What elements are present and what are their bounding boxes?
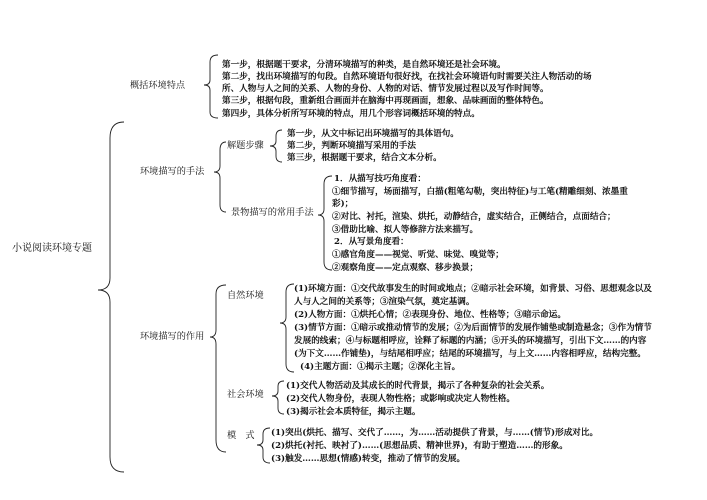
solving-label: 解题步骤 [227, 140, 264, 151]
social-line-1: (1)交代人物活动及其成长的时代背景，揭示了各种复杂的社会关系。 [286, 381, 550, 391]
root-brace [98, 122, 124, 472]
common-line-5: ③借助比喻、拟人等修辞方法来描写。 [332, 225, 479, 235]
features-label: 概括环境特点 [130, 80, 186, 91]
natural-line-7: (4)主题方面：①揭示主题；②深化主旨。 [300, 362, 461, 372]
natural-line-5: 发展的线索；④与标题相呼应，诠释了标题的内涵；⑤开头的环境描写，引出下文……的内容 [294, 336, 647, 346]
features-step-1: 第一步，根据题干要求，分清环境描写的种类，是自然环境还是社会环境。 [222, 60, 506, 70]
common-line-4: ②对比、衬托，渲染、烘托，动静结合，虚实结合，正侧结合，点面结合； [332, 212, 616, 222]
common-line-8: ②观察角度——定点观察、移步换景； [332, 263, 479, 273]
natural-line-1: (1)环境方面：①交代故事发生的时间或地点；②暗示社会环境，如背景、习俗、思想观念以及 [294, 284, 652, 294]
solving-brace [270, 130, 282, 162]
natural-brace [280, 284, 294, 372]
social-label: 社会环境 [227, 389, 264, 400]
common-line-1: 1．从描写技巧角度看： [334, 174, 426, 184]
social-brace [272, 381, 284, 414]
common-line-7: ①感官角度——视觉、听觉、味觉、嗅觉等； [332, 250, 504, 260]
template-line-2: (2)烘托(衬托、映衬了)……(思想品质、精神世界)，有助于塑造……的形象。 [271, 441, 568, 451]
methods-label: 环境描写的手法 [140, 166, 205, 177]
features-step-2-cont: 所、人物与人之间的关系、人物的身份、人物的对话、情节发展过程以及写作时间等。 [222, 84, 549, 94]
common-label: 景物描写的常用手法 [231, 207, 314, 218]
solving-step-3: 第三步，根据题干要求，结合文本分析。 [287, 153, 442, 163]
features-brace [204, 55, 218, 118]
social-line-3: (3)揭示社会本质特征，揭示主题。 [286, 407, 421, 417]
natural-line-4: (3)情节方面：①暗示或推动情节的发展；②为后面情节的发展作铺垫或制造悬念；③作为情节 [294, 323, 652, 333]
common-line-3: 彩)； [332, 199, 354, 209]
template-line-3: (3)触发……思想(情感)转变，推动了情节的发展。 [271, 454, 466, 464]
common-line-2: ①细节描写，场面描写，白描(粗笔勾勒，突出特征)与工笔(精雕细刻、浓墨重 [332, 187, 628, 197]
natural-line-3: (2)人物方面：①烘托心情；②表现身份、地位、性格等；③暗示命运。 [294, 310, 566, 320]
template-label: 模 式 [227, 430, 255, 441]
root-title: 小说阅读环境专题 [12, 243, 92, 254]
features-step-2: 第二步，找出环境描写的句段。自然环境语句很好找，在找社会环境语句时需要关注人物活动的场 [222, 72, 592, 82]
natural-line-6: (为下文……作铺垫)，与结尾相呼应；结尾的环境描写，与上文……内容相呼应，结构完整。 [294, 349, 646, 359]
social-line-2: (2)交代人物身份，表现人物性格；或影响或决定人物性格。 [286, 394, 515, 404]
common-brace [318, 176, 332, 270]
features-step-4: 第四步，具体分析所写环境的特点，用几个形容词概括环境的特点。 [222, 109, 480, 119]
natural-line-2: 人与人之间的关系等；③渲染气氛，奠定基调。 [294, 297, 475, 307]
methods-brace [214, 142, 226, 212]
solving-step-2: 第二步，判断环境描写采用的手法 [287, 141, 416, 151]
effects-brace [210, 285, 226, 452]
effects-label: 环境描写的作用 [140, 331, 205, 342]
template-line-1: (1)突出(烘托、描写、交代了……，为……活动提供了背景，与……(情节)形成对比。 [271, 428, 599, 438]
solving-step-1: 第一步，从文中标记出环境描写的具体语句。 [287, 129, 459, 139]
template-brace [257, 428, 270, 463]
natural-label: 自然环境 [227, 290, 264, 301]
common-line-6: 2．从写景角度看： [334, 237, 409, 247]
features-step-3: 第三步，根据句段，重新组合画面并在脑海中再现画面，想象、品味画面的整体特色。 [222, 96, 549, 106]
